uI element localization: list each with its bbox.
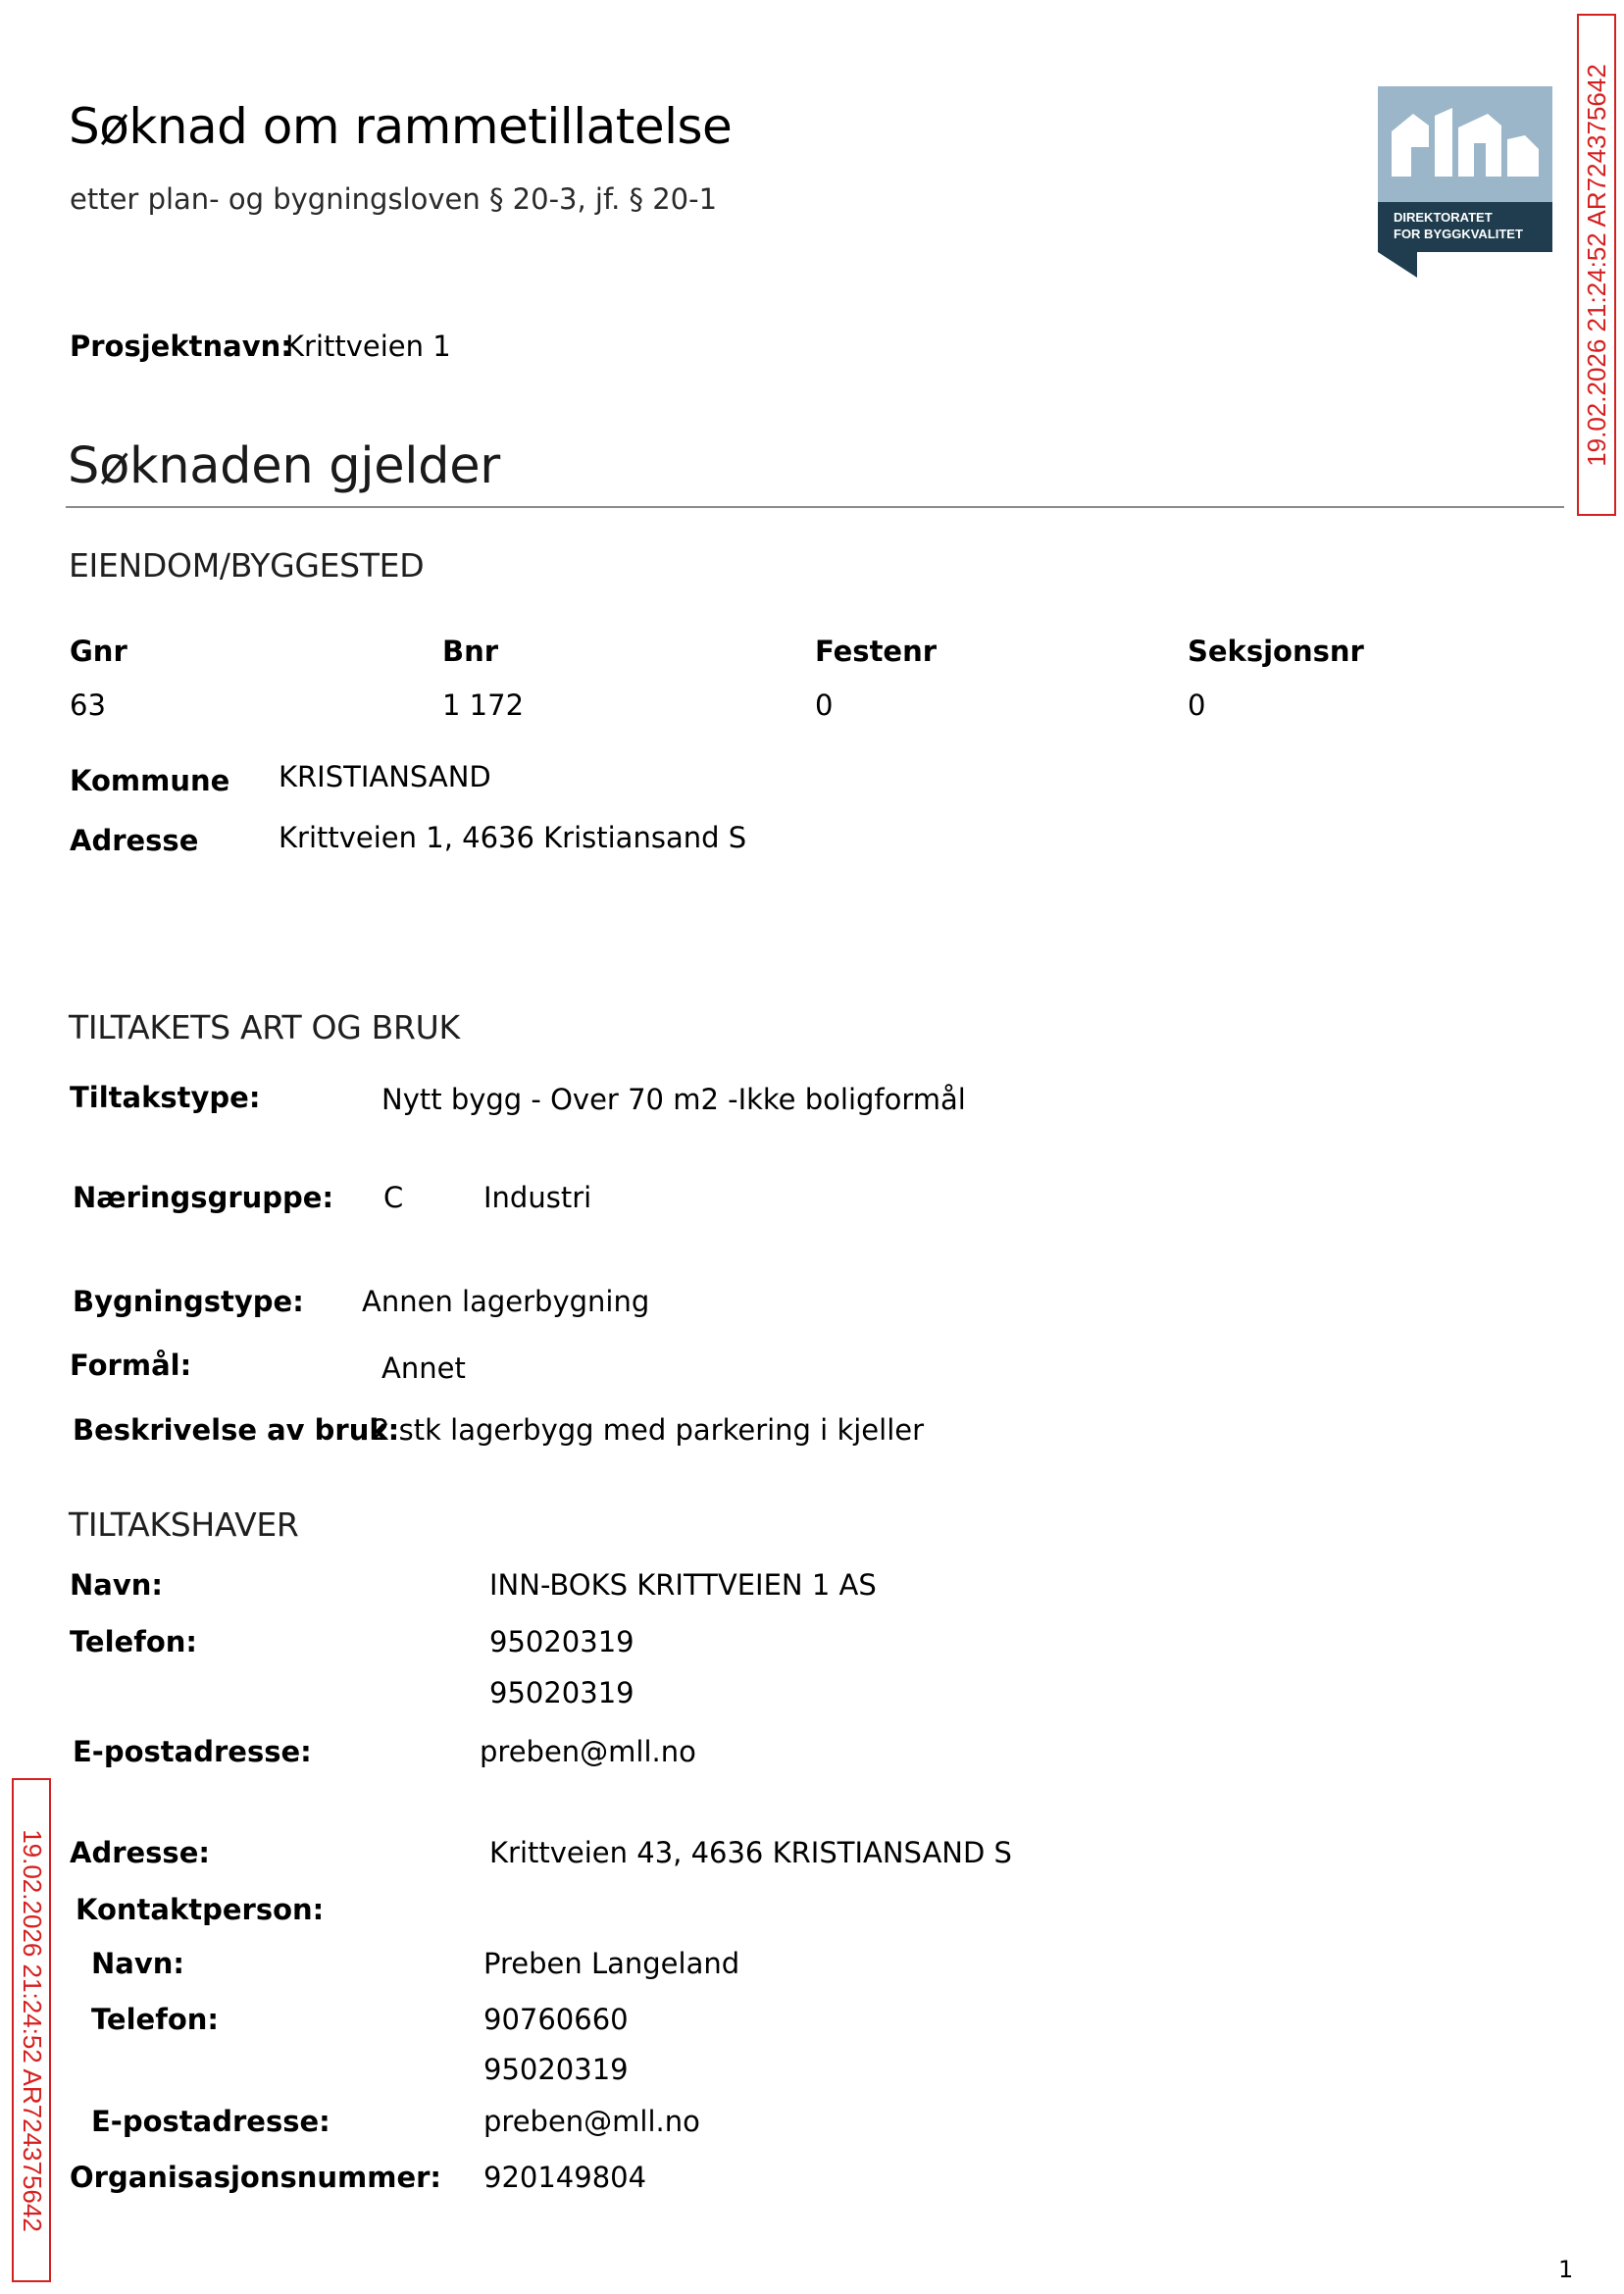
section-divider [66, 506, 1564, 508]
section-title: Søknaden gjelder [68, 437, 500, 495]
tiltakshaver-telefon-value-1: 95020319 [489, 1625, 634, 1658]
kontakt-telefon-value-2: 95020319 [483, 2053, 629, 2086]
bnr-label: Bnr [442, 635, 499, 668]
kommune-label: Kommune [70, 764, 230, 797]
kommune-value: KRISTIANSAND [279, 760, 491, 793]
tiltakshaver-epost-value: preben@mll.no [480, 1735, 696, 1768]
kontakt-navn-value: Preben Langeland [483, 1947, 740, 1980]
seksjonsnr-label: Seksjonsnr [1188, 635, 1364, 668]
project-name-value: Krittveien 1 [285, 330, 451, 363]
adresse-value: Krittveien 1, 4636 Kristiansand S [279, 821, 747, 854]
dibk-logo [1378, 86, 1552, 278]
festenr-label: Festenr [815, 635, 938, 668]
kontakt-navn-label: Navn: [91, 1947, 184, 1980]
document-subtitle: etter plan- og bygningsloven § 20-3, jf. § 20-1 [70, 182, 718, 216]
kontakt-telefon-label: Telefon: [91, 2003, 219, 2036]
beskrivelse-label: Beskrivelse av bruk: [73, 1413, 400, 1447]
tiltakstype-value: Nytt bygg - Over 70 m2 -Ikke boligformål [381, 1083, 966, 1116]
kontakt-telefon-value-1: 90760660 [483, 2003, 629, 2036]
beskrivelse-value: 2 stk lagerbygg med parkering i kjeller [372, 1413, 925, 1447]
tiltakshaver-epost-label: E-postadresse: [73, 1735, 312, 1768]
naeringsgruppe-label: Næringsgruppe: [73, 1181, 334, 1214]
tiltakshaver-adresse-value: Krittveien 43, 4636 KRISTIANSAND S [489, 1836, 1012, 1869]
kontaktperson-label: Kontaktperson: [76, 1893, 325, 1926]
festenr-value: 0 [815, 688, 834, 722]
timestamp-stamp-top-text: 19.02.2026 21:24:52 AR724375642 [1581, 63, 1611, 467]
svg-text:FOR BYGGKVALITET: FOR BYGGKVALITET [1394, 227, 1523, 241]
kontakt-epost-label: E-postadresse: [91, 2105, 330, 2138]
eiendom-heading: EIENDOM/BYGGESTED [69, 546, 425, 585]
project-name-label: Prosjektnavn: [70, 330, 292, 363]
tiltakshaver-adresse-label: Adresse: [70, 1836, 210, 1869]
orgnr-label: Organisasjonsnummer: [70, 2161, 442, 2194]
timestamp-stamp-bottom [12, 1778, 51, 2282]
timestamp-stamp-top [1577, 14, 1616, 516]
formal-value: Annet [381, 1351, 466, 1385]
timestamp-stamp-bottom-text: 19.02.2026 21:24:52 AR724375642 [17, 1828, 47, 2232]
tiltakshaver-heading: TILTAKSHAVER [69, 1505, 299, 1544]
gnr-value: 63 [70, 688, 106, 722]
tiltakshaver-telefon-value-2: 95020319 [489, 1676, 634, 1709]
tiltakstype-label: Tiltakstype: [70, 1081, 261, 1114]
tiltak-heading: TILTAKETS ART OG BRUK [69, 1008, 460, 1046]
bnr-value: 1 172 [442, 688, 525, 722]
kontakt-epost-value: preben@mll.no [483, 2105, 700, 2138]
formal-label: Formål: [70, 1349, 192, 1382]
document-title: Søknad om rammetillatelse [69, 98, 733, 155]
svg-text:DIREKTORATET: DIREKTORATET [1394, 210, 1493, 225]
tiltakshaver-telefon-label: Telefon: [70, 1625, 197, 1658]
seksjonsnr-value: 0 [1188, 688, 1206, 722]
bygningstype-value: Annen lagerbygning [362, 1285, 650, 1318]
naeringsgruppe-code: C [383, 1181, 404, 1214]
page-number: 1 [1558, 2256, 1574, 2283]
naeringsgruppe-value: Industri [483, 1181, 592, 1214]
orgnr-value: 920149804 [483, 2161, 647, 2194]
tiltakshaver-navn-label: Navn: [70, 1568, 163, 1602]
tiltakshaver-navn-value: INN-BOKS KRITTVEIEN 1 AS [489, 1568, 877, 1602]
bygningstype-label: Bygningstype: [73, 1285, 304, 1318]
gnr-label: Gnr [70, 635, 127, 668]
adresse-label: Adresse [70, 824, 199, 857]
